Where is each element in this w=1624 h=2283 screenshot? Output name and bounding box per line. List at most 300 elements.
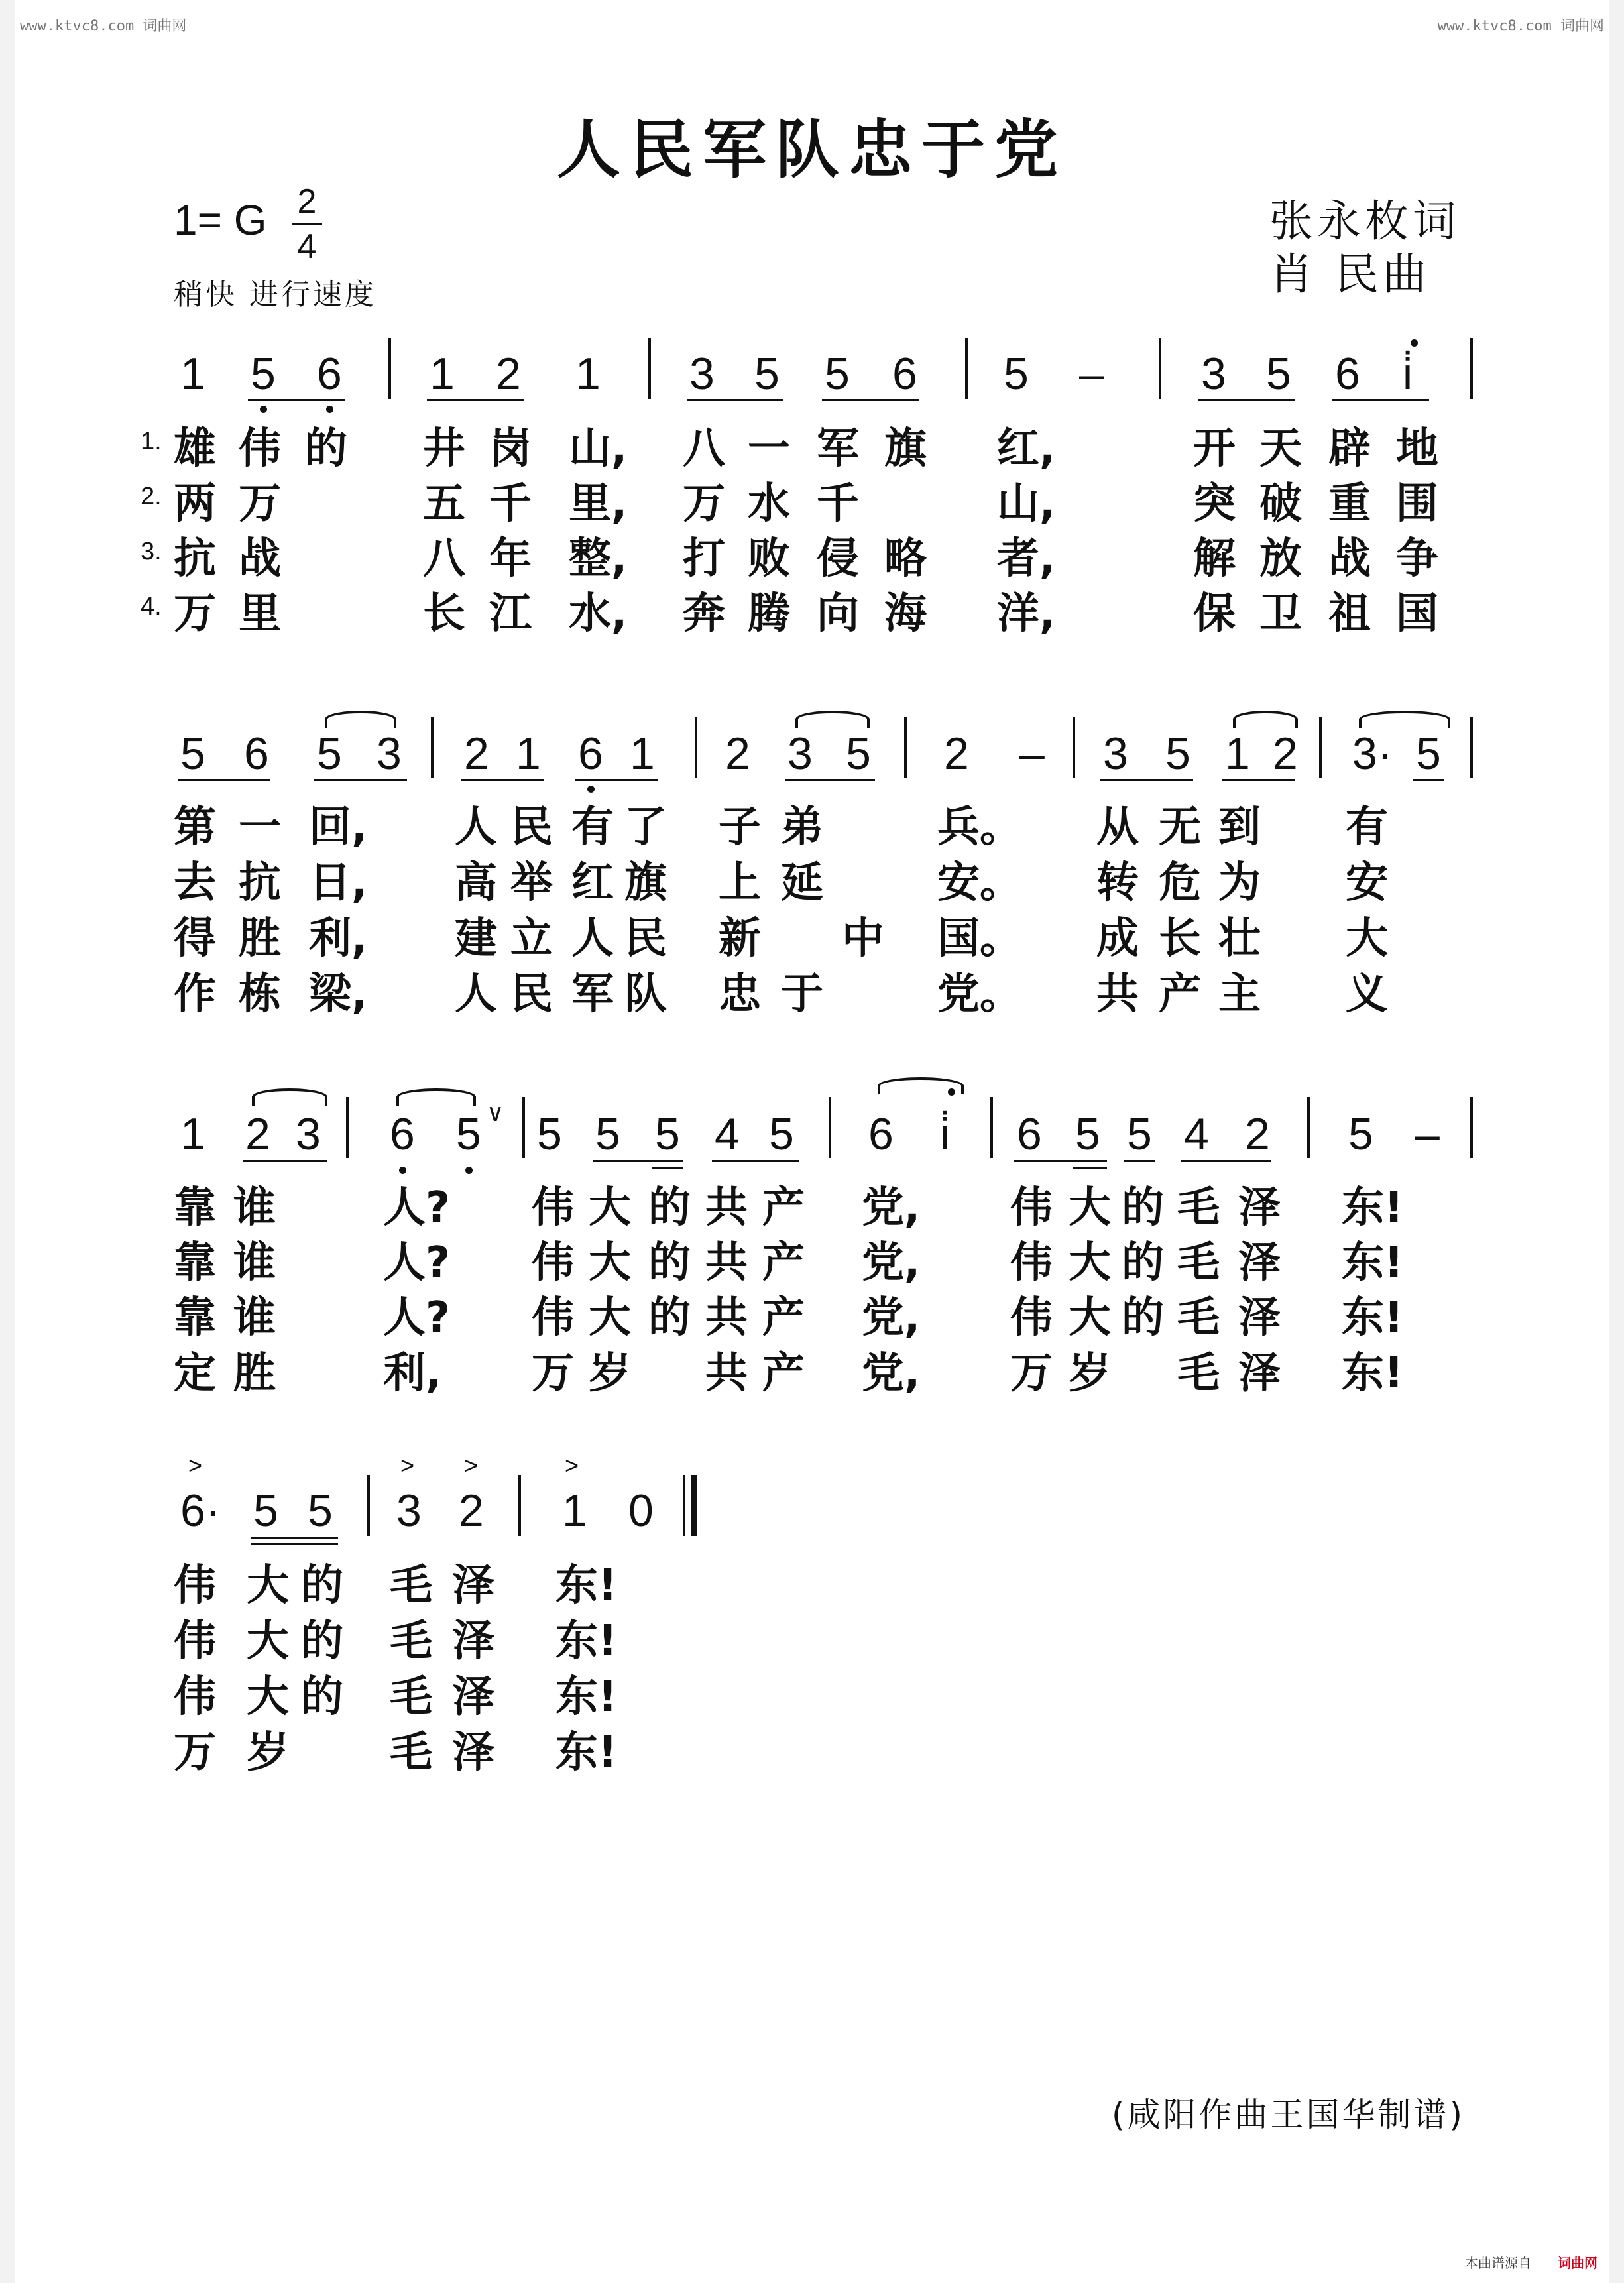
lyric-verse-3 xyxy=(0,904,1624,963)
final-bar-line xyxy=(691,1475,697,1536)
slur xyxy=(878,1077,964,1094)
lyric-char: 举 xyxy=(510,858,553,907)
lyric-char: 东! xyxy=(1342,1349,1404,1398)
lyric-char: 战 xyxy=(1328,534,1371,583)
note: 2 xyxy=(496,349,521,399)
note: 5 xyxy=(253,1486,278,1536)
lyric-char: 了 xyxy=(624,803,667,852)
note: 6 xyxy=(1335,349,1360,399)
note: 5 xyxy=(1127,1109,1152,1159)
note: 1 xyxy=(1225,729,1250,779)
lyric-char: 定 xyxy=(174,1349,216,1398)
site-label-right[interactable]: www.ktvc8.com 词曲网 xyxy=(1437,18,1604,34)
note: 3 xyxy=(396,1486,422,1536)
composer-credit: 肖 民曲 xyxy=(1269,249,1430,300)
lyric-char: 危 xyxy=(1159,858,1201,907)
lyric-char: 破 xyxy=(1259,479,1302,528)
note: 2 xyxy=(1245,1109,1270,1159)
sixteenth-underline xyxy=(251,1543,338,1545)
lyric-char: 红, xyxy=(997,424,1056,473)
verse-number: 3. xyxy=(141,538,162,565)
lyric-char: 安。 xyxy=(937,858,1022,907)
note: 3 xyxy=(1103,729,1128,779)
lyric-char: 大 xyxy=(589,1238,631,1287)
bar-line xyxy=(990,1097,993,1158)
song-title: 人民军队忠于党 xyxy=(557,113,1067,187)
lyric-char: 围 xyxy=(1396,479,1438,528)
lyric-char: 中 xyxy=(842,914,884,963)
accent-mark: > xyxy=(565,1452,579,1479)
lyric-char: 成 xyxy=(1096,914,1139,963)
note: 6 xyxy=(317,349,342,399)
lyric-char: 长 xyxy=(423,589,465,638)
lyric-char: 岁 xyxy=(1069,1349,1111,1398)
note: 3 xyxy=(787,729,813,779)
lyric-char: 千 xyxy=(817,479,859,528)
lyric-char: 的 xyxy=(301,1561,343,1610)
lyric-char: 江 xyxy=(489,589,532,638)
lyric-char: 毛 xyxy=(1177,1183,1220,1232)
verse-number: 1. xyxy=(141,428,162,455)
lyric-char: 泽 xyxy=(1238,1183,1281,1232)
lyric-char: 伟 xyxy=(1010,1293,1053,1342)
eighth-underline xyxy=(1124,1160,1155,1162)
lyric-char: 大 xyxy=(589,1293,631,1342)
lyric-char: 人? xyxy=(383,1238,451,1287)
note: – xyxy=(1019,729,1045,779)
lyric-char: 的 xyxy=(648,1183,691,1232)
footer-source-label: 本曲谱源自 xyxy=(1465,2255,1531,2271)
time-signature xyxy=(292,184,322,264)
lyric-char: 党, xyxy=(862,1238,921,1287)
note: 1 xyxy=(180,349,205,399)
lyric-verse-1 xyxy=(0,1173,1624,1232)
lyric-char: 安 xyxy=(1346,858,1388,907)
lyric-char: 岁 xyxy=(589,1349,631,1398)
lyric-char: 泽 xyxy=(452,1617,494,1666)
lyric-char: 得 xyxy=(174,914,216,963)
lyric-char: 人 xyxy=(455,803,497,852)
lyric-char: 东! xyxy=(1342,1238,1404,1287)
bar-line xyxy=(648,338,651,399)
lyric-char: 万 xyxy=(174,589,216,638)
lyric-char: 伟 xyxy=(239,424,281,473)
lyric-char: 一 xyxy=(239,803,281,852)
note: 6 xyxy=(868,1109,894,1159)
lyric-char: 万 xyxy=(532,1349,574,1398)
note: 1 xyxy=(516,729,541,779)
lyric-char: 产 xyxy=(762,1238,805,1287)
lyric-char: 抗 xyxy=(174,534,216,583)
lyric-char: 伟 xyxy=(532,1183,574,1232)
lyric-char: 里, xyxy=(569,479,628,528)
note: 1 xyxy=(575,349,601,399)
note: 5 xyxy=(456,1109,481,1159)
lyric-char: 国 xyxy=(1396,589,1438,638)
lyric-char: 雄 xyxy=(174,424,216,473)
eighth-underline xyxy=(1014,1160,1107,1162)
lyric-char: 谁 xyxy=(233,1238,276,1287)
low-octave-dot xyxy=(587,786,595,793)
bar-line xyxy=(683,1475,685,1536)
note: i̇ xyxy=(940,1109,951,1159)
note: 6 xyxy=(390,1109,415,1159)
eighth-underline xyxy=(461,779,544,781)
accent-mark: > xyxy=(400,1452,415,1479)
lyric-char: 人? xyxy=(383,1293,451,1342)
slur xyxy=(795,711,870,728)
note: i̇ xyxy=(1403,349,1413,399)
lyric-char: 伟 xyxy=(174,1672,216,1722)
lyric-char: 毛 xyxy=(1177,1238,1220,1287)
eighth-underline xyxy=(687,399,783,401)
bar-line xyxy=(695,717,697,778)
lyric-char: 高 xyxy=(455,858,497,907)
lyric-char: 泽 xyxy=(452,1561,494,1610)
tempo-marking: 稍快 进行速度 xyxy=(174,278,377,312)
lyric-char: 两 xyxy=(174,479,216,528)
lyric-char: 大 xyxy=(247,1672,289,1722)
note: – xyxy=(1079,349,1104,399)
note: 5 xyxy=(825,349,850,399)
lyric-char: 者, xyxy=(997,534,1056,583)
note: 1 xyxy=(562,1486,587,1536)
eighth-underline xyxy=(575,779,658,781)
lyric-verse-1 xyxy=(0,1551,1624,1610)
lyric-char: 大 xyxy=(247,1561,289,1610)
lyric-char: 人 xyxy=(571,914,614,963)
lyric-char: 无 xyxy=(1159,803,1201,852)
eighth-underline xyxy=(1181,1160,1271,1162)
eighth-underline xyxy=(427,399,524,401)
lyric-char: 泽 xyxy=(1238,1293,1281,1342)
lyric-char: 产 xyxy=(762,1349,805,1398)
lyric-verse-4 xyxy=(0,1339,1624,1398)
lyric-char: 民 xyxy=(510,803,553,852)
bar-line xyxy=(518,1475,521,1536)
lyric-char: 共 xyxy=(705,1349,748,1398)
bar-line xyxy=(1470,1097,1473,1158)
lyric-char: 产 xyxy=(762,1183,805,1232)
lyric-char: 靠 xyxy=(174,1293,216,1342)
lyric-char: 万 xyxy=(174,1728,216,1777)
lyric-char: 向 xyxy=(817,589,859,638)
slur xyxy=(396,1088,476,1106)
lyric-char: 岗 xyxy=(489,424,532,473)
lyric-char: 弟 xyxy=(781,803,823,852)
note: 3· xyxy=(1352,729,1393,779)
note: 5 xyxy=(1165,729,1190,779)
lyric-char: 共 xyxy=(705,1238,748,1287)
note: 5 xyxy=(754,349,780,399)
bar-line xyxy=(829,1097,831,1158)
lyric-char: 的 xyxy=(648,1238,691,1287)
lyric-char: 东! xyxy=(555,1728,618,1777)
note: 2 xyxy=(245,1109,270,1159)
lyric-char: 的 xyxy=(1122,1238,1164,1287)
verse-number: 2. xyxy=(141,483,162,510)
note: 1 xyxy=(180,1109,205,1159)
lyric-char: 队 xyxy=(624,970,667,1019)
lyric-char: 于 xyxy=(781,970,823,1019)
lyric-char: 作 xyxy=(174,970,216,1019)
verse-number: 4. xyxy=(141,593,162,620)
eighth-underline xyxy=(593,1160,683,1162)
eighth-underline xyxy=(314,779,407,781)
bar-line xyxy=(1073,717,1075,778)
accent-mark: > xyxy=(464,1452,479,1479)
key-signature: 1= G xyxy=(174,196,267,244)
lyric-char: 新 xyxy=(719,914,761,963)
lyric-char: 伟 xyxy=(1010,1238,1053,1287)
eighth-underline xyxy=(785,779,875,781)
bar-line xyxy=(522,1097,525,1158)
lyric-char: 人 xyxy=(455,970,497,1019)
note: 5 xyxy=(769,1109,794,1159)
note: 6 xyxy=(244,729,269,779)
lyric-char: 义 xyxy=(1346,970,1388,1019)
notation-line-1 xyxy=(0,348,1624,401)
notation-line-3 xyxy=(0,1108,1624,1161)
lyric-char: 到 xyxy=(1218,803,1261,852)
site-label-left[interactable]: www.ktvc8.com 词曲网 xyxy=(20,18,187,34)
lyric-verse-1 xyxy=(0,793,1624,852)
lyric-char: 祖 xyxy=(1328,589,1371,638)
note: 5 xyxy=(251,349,276,399)
footer-brand-link[interactable]: 词曲网 xyxy=(1558,2255,1597,2271)
note: 5 xyxy=(1348,1109,1373,1159)
lyric-char: 整, xyxy=(569,534,628,583)
lyric-char: 上 xyxy=(719,858,761,907)
lyric-char: 放 xyxy=(1259,534,1302,583)
note: 5 xyxy=(655,1109,680,1159)
note: 4 xyxy=(1184,1109,1209,1159)
lyric-char: 山, xyxy=(569,424,628,473)
lyric-char: 子 xyxy=(719,803,761,852)
note: 3 xyxy=(1201,349,1226,399)
lyric-char: 的 xyxy=(301,1617,343,1666)
lyric-char: 东! xyxy=(555,1617,618,1666)
bar-line xyxy=(1470,717,1473,778)
lyric-char: 侵 xyxy=(817,534,859,583)
lyric-char: 梁, xyxy=(309,970,368,1019)
lyric-char: 的 xyxy=(305,424,347,473)
lyric-char: 开 xyxy=(1193,424,1236,473)
lyric-verse-4 xyxy=(0,579,1624,638)
low-octave-dot xyxy=(326,406,333,413)
lyric-char: 东! xyxy=(555,1561,618,1610)
bar-line xyxy=(965,338,968,399)
lyric-verse-3 xyxy=(0,524,1624,583)
eighth-underline xyxy=(1332,399,1429,401)
bar-line xyxy=(1159,338,1161,399)
lyric-char: 旗 xyxy=(624,858,667,907)
lyric-char: 毛 xyxy=(390,1561,432,1610)
lyric-char: 八 xyxy=(423,534,465,583)
lyric-char: 泽 xyxy=(452,1672,494,1722)
lyric-char: 靠 xyxy=(174,1238,216,1287)
lyric-char: 抗 xyxy=(239,858,281,907)
lyric-char: 共 xyxy=(1096,970,1139,1019)
high-octave-dot xyxy=(1411,339,1418,347)
note: 5 xyxy=(846,729,871,779)
note: 3 xyxy=(377,729,402,779)
eighth-underline xyxy=(1222,779,1295,781)
lyric-char: 千 xyxy=(489,479,532,528)
lyric-char: 井 xyxy=(423,424,465,473)
lyric-char: 红 xyxy=(571,858,614,907)
note: 5 xyxy=(317,729,342,779)
lyric-char: 八 xyxy=(683,424,725,473)
lyric-char: 打 xyxy=(683,534,725,583)
lyric-char: 东! xyxy=(555,1672,618,1722)
note: 2 xyxy=(459,1486,484,1536)
lyric-char: 党, xyxy=(862,1183,921,1232)
low-octave-dot xyxy=(260,406,267,413)
note: 2 xyxy=(944,729,969,779)
notation-line-4 xyxy=(0,1485,1624,1538)
lyric-char: 回, xyxy=(309,803,368,852)
lyric-char: 洋, xyxy=(997,589,1056,638)
lyric-char: 忠 xyxy=(719,970,761,1019)
note: 5 xyxy=(1075,1109,1100,1159)
lyric-char: 地 xyxy=(1396,424,1438,473)
eighth-underline xyxy=(1198,399,1295,401)
slur xyxy=(325,711,396,728)
lyric-char: 奔 xyxy=(683,589,725,638)
notation-line-2 xyxy=(0,728,1624,781)
note: 4 xyxy=(715,1109,740,1159)
note: 6 xyxy=(892,349,917,399)
lyric-char: 共 xyxy=(705,1293,748,1342)
lyric-char: 卫 xyxy=(1259,589,1302,638)
lyric-char: 东! xyxy=(1342,1293,1404,1342)
lyric-char: 去 xyxy=(174,858,216,907)
lyric-char: 败 xyxy=(748,534,790,583)
lyric-char: 东! xyxy=(1342,1183,1404,1232)
lyric-char: 旗 xyxy=(884,424,927,473)
lyric-char: 辟 xyxy=(1328,424,1371,473)
accent-mark: > xyxy=(188,1452,203,1479)
slur xyxy=(1233,711,1298,728)
lyric-char: 解 xyxy=(1193,534,1236,583)
lyric-char: 长 xyxy=(1159,914,1201,963)
lyric-char: 万 xyxy=(1010,1349,1053,1398)
lyric-char: 谁 xyxy=(233,1293,276,1342)
note: – xyxy=(1415,1109,1440,1159)
lyric-char: 谁 xyxy=(233,1183,276,1232)
lyric-char: 略 xyxy=(884,534,927,583)
bar-line xyxy=(388,338,391,399)
lyric-char: 水 xyxy=(748,479,790,528)
lyric-char: 万 xyxy=(683,479,725,528)
note: 5 xyxy=(180,729,205,779)
lyric-char: 伟 xyxy=(174,1617,216,1666)
lyric-char: 争 xyxy=(1396,534,1438,583)
note: 5 xyxy=(595,1109,620,1159)
eighth-underline xyxy=(248,399,345,401)
lyric-char: 第 xyxy=(174,803,216,852)
slur xyxy=(252,1088,327,1106)
lyric-char: 胜 xyxy=(239,914,281,963)
lyric-char: 壮 xyxy=(1218,914,1261,963)
lyric-char: 年 xyxy=(489,534,532,583)
lyric-char: 天 xyxy=(1259,424,1302,473)
time-denominator: 4 xyxy=(297,227,317,266)
lyric-char: 党, xyxy=(862,1349,921,1398)
lyric-char: 里 xyxy=(239,589,281,638)
lyric-verse-2 xyxy=(0,469,1624,528)
lyric-char: 伟 xyxy=(532,1293,574,1342)
lyric-char: 的 xyxy=(1122,1293,1164,1342)
slur xyxy=(1359,711,1450,728)
lyric-char: 产 xyxy=(762,1293,805,1342)
lyric-char: 泽 xyxy=(452,1728,494,1777)
note: 5 xyxy=(308,1486,333,1536)
note: 0 xyxy=(628,1486,654,1536)
lyric-char: 产 xyxy=(1159,970,1201,1019)
lyric-char: 大 xyxy=(247,1617,289,1666)
lyric-char: 大 xyxy=(1069,1183,1111,1232)
lyric-char: 国。 xyxy=(937,914,1022,963)
lyric-char: 有 xyxy=(1346,803,1388,852)
eighth-underline xyxy=(1413,779,1444,781)
bar-line xyxy=(1307,1097,1310,1158)
lyric-verse-2 xyxy=(0,849,1624,907)
lyric-char: 战 xyxy=(239,534,281,583)
bar-line xyxy=(431,717,434,778)
note: 5 xyxy=(1416,729,1441,779)
lyric-char: 毛 xyxy=(390,1728,432,1777)
lyric-verse-2 xyxy=(0,1228,1624,1287)
transcriber-credit: (咸阳作曲王国华制谱) xyxy=(1111,2095,1465,2134)
lyric-char: 胜 xyxy=(233,1349,276,1398)
lyric-char: 的 xyxy=(301,1672,343,1722)
lyric-char: 岁 xyxy=(247,1728,289,1777)
lyric-char: 党, xyxy=(862,1293,921,1342)
lyric-verse-4 xyxy=(0,960,1624,1019)
lyric-char: 突 xyxy=(1193,479,1236,528)
lyric-char: 重 xyxy=(1328,479,1371,528)
lyric-char: 建 xyxy=(455,914,497,963)
lyric-char: 的 xyxy=(648,1293,691,1342)
sixteenth-underline xyxy=(652,1167,683,1169)
lyric-char: 万 xyxy=(239,479,281,528)
lyric-char: 军 xyxy=(817,424,859,473)
bar-line xyxy=(367,1475,370,1536)
lyric-char: 主 xyxy=(1218,970,1261,1019)
note: 6· xyxy=(180,1486,221,1536)
lyric-char: 五 xyxy=(423,479,465,528)
lyricist-credit: 张永枚词 xyxy=(1269,196,1460,247)
eighth-underline xyxy=(251,1537,338,1539)
lyric-char: 毛 xyxy=(1177,1293,1220,1342)
lyric-char: 大 xyxy=(1069,1238,1111,1287)
note: 2 xyxy=(725,729,750,779)
bar-line xyxy=(346,1097,349,1158)
lyric-char: 大 xyxy=(1069,1293,1111,1342)
note: 2 xyxy=(464,729,489,779)
lyric-verse-2 xyxy=(0,1607,1624,1666)
lyric-char: 人? xyxy=(383,1183,451,1232)
note: 5 xyxy=(1004,349,1029,399)
lyric-verse-3 xyxy=(0,1663,1624,1722)
eighth-underline xyxy=(822,399,919,401)
lyric-char: 毛 xyxy=(390,1672,432,1722)
note: 5 xyxy=(1266,349,1291,399)
lyric-char: 毛 xyxy=(1177,1349,1220,1398)
note: 6 xyxy=(1017,1109,1042,1159)
